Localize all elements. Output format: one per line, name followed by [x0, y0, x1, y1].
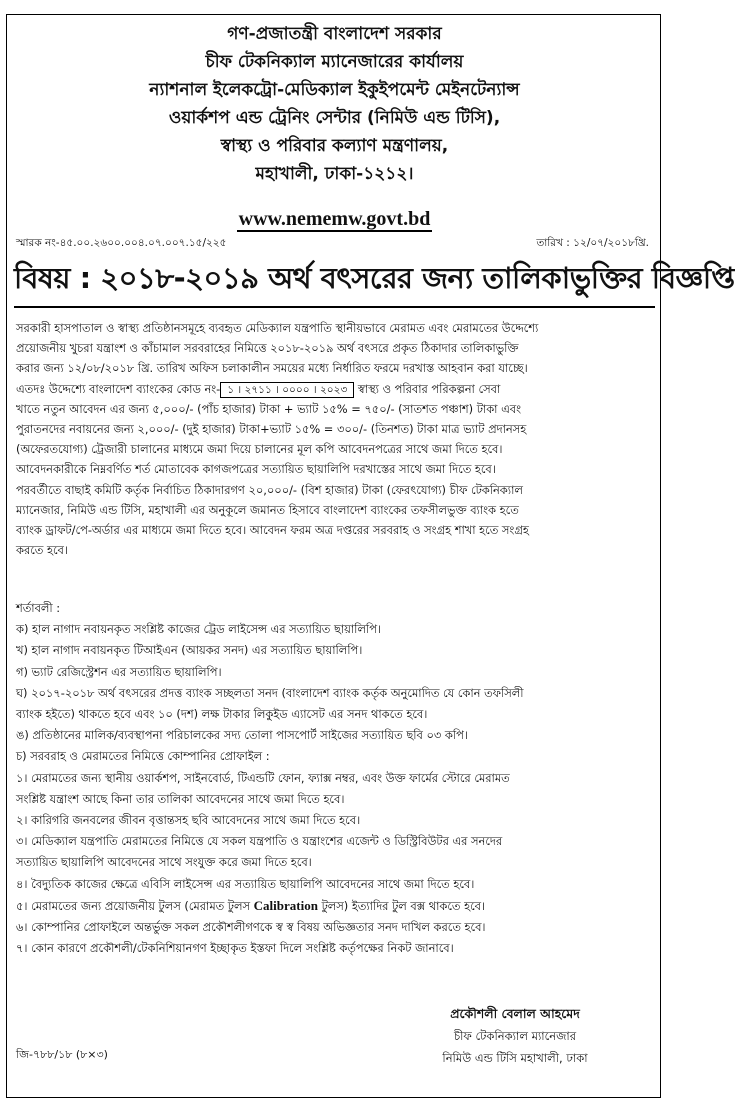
- condition-text: ৫। মেরামতের জন্য প্রয়োজনীয় টুলস (মেরামত টুলস: [16, 898, 254, 913]
- subject-heading: বিষয় : ২০১৮-২০১৯ অর্থ বৎসরের জন্য তালিকাভুক্তির বিজ্ঞপ্তি: [14, 261, 735, 295]
- reference-number: জি-৭৮৮/১৮ (৮×৩): [16, 1048, 108, 1061]
- body-line: খাতে নতুন আবেদন এর জন্য ৫,০০০/- (পাঁচ হাজার) টাকা + ভ্যাট ১৫% = ৭৫০/- (সাতশত পঞ্চাশ) টাকা এবং: [16, 401, 522, 416]
- conditions-heading: শর্তাবলী :: [16, 601, 61, 615]
- body-line: প্রয়োজনীয় খুচরা যন্ত্রাংশ ও কাঁচামাল সরবরাহের নিমিত্তে ২০১৮-২০১৯ অর্থ বৎসরে প্রকৃত ঠিকাদার তালিকাভুক্তি: [16, 341, 519, 356]
- condition-item: ঘ) ২০১৭-২০১৮ অর্থ বৎসরের প্রদত্ত ব্যাংক সচ্ছলতা সনদ (বাংলাদেশ ব্যাংক কর্তৃক অনুমোদিত যে কোন তফসিলী: [16, 685, 524, 700]
- bank-code-box: ১ । ২৭১১ । ০০০০ । ২০২৩: [220, 382, 354, 398]
- header-line: ওয়ার্কশপ এন্ড ট্রেনিং সেন্টার (নিমিউ এন্ড টিসি),: [168, 108, 501, 128]
- condition-item: ১। মেরামতের জন্য স্থানীয় ওয়ার্কশপ, সাইনবোর্ড, টিএন্ডটি ফোন, ফ্যাক্স নম্বর, এবং উক্ত ফার্মের স্টোরে মেরামত: [16, 770, 510, 785]
- signatory-title: চীফ টেকনিক্যাল ম্যানেজার: [453, 1029, 577, 1043]
- header-line: মহাখালী, ঢাকা-১২১২।: [255, 164, 414, 184]
- notice-date: তারিখ : ১২/০৭/২০১৮খ্রি.: [536, 237, 649, 249]
- condition-item: ক) হাল নাগাদ নবায়নকৃত সংশ্লিষ্ট কাজের ট্রেড লাইসেন্স এর সত্যায়িত ছায়ালিপি।: [16, 622, 381, 637]
- header-line: স্বাস্থ্য ও পরিবার কল্যাণ মন্ত্রণালয়,: [220, 136, 449, 156]
- subject-divider: [14, 306, 655, 308]
- body-line: আবেদনকারীকে নিম্নবর্ণিত শর্ত মোতাবেক কাগজপত্রের সত্যায়িত ছায়ালিপি দরখাস্তের সাথে জমা দিতে হবে।: [16, 462, 496, 477]
- conditions-list: [16, 598, 653, 959]
- condition-item: চ) সরবরাহ ও মেরামতের নিমিত্তে কোম্পানির প্রোফাইল :: [16, 749, 270, 764]
- condition-item: ব্যাংক হইতে) থাকতে হবে এবং ১০ (দশ) লক্ষ টাকার লিকুইড এ্যাসেট এর সনদ থাকতে হবে।: [16, 707, 428, 722]
- code-prefix: এতদঃ উদ্দেশ্যে বাংলাদেশ ব্যাংকের কোড নং-: [16, 381, 221, 396]
- condition-item: [16, 895, 653, 917]
- condition-item: সত্যায়িত ছায়ালিপি আবেদনের সাথে সংযুক্ত করে জমা দিতে হবে।: [16, 855, 312, 870]
- condition-item: ৬। কোম্পানির প্রোফাইলে অন্তর্ভুক্ত সকল প্রকৌশলীগণকে স্ব স্ব বিষয় অভিজ্ঞতার সনদ দাখিল করতে হবে।: [16, 920, 486, 935]
- condition-item: ৪। বৈদ্যুতিক কাজের ক্ষেত্রে এবিসি লাইসেন্স এর সত্যায়িত ছায়ালিপি আবেদনের সাথে জমা দিতে হবে।: [16, 876, 475, 891]
- body-line: পরবর্তীতে বাছাই কমিটি কর্তৃক নির্বাচিত ঠিকাদারগণ ২০,০০০/- (বিশ হাজার) টাকা (ফেরৎযোগ্য) চীফ টেকনিক্যাল: [16, 482, 523, 497]
- notice-body: [16, 318, 653, 560]
- condition-item: ২। কারিগরি জনবলের জীবন বৃত্তান্তসহ ছবি আবেদনের সাথে জমা দিতে হবে।: [16, 813, 361, 828]
- body-line: করতে হবে।: [16, 543, 68, 558]
- signatory-name: প্রকৌশলী বেলাল আহমেদ: [450, 1006, 580, 1021]
- website-url: [0, 208, 669, 231]
- memo-number: স্মারক নং-৪৫.০০.২৬০০.০০৪.০৭.০০৭.১৫/২২৫: [16, 237, 227, 249]
- header-line: গণ-প্রজাতন্ত্রী বাংলাদেশ সরকার: [227, 24, 442, 44]
- condition-item: ৩। মেডিক্যাল যন্ত্রপাতি মেরামতের নিমিত্তে যে সকল যন্ত্রপাতি ও যন্ত্রাংশের এজেন্ট ও ডিস্ট্রিবিউটর এর সনদের: [16, 834, 503, 849]
- condition-text: টুলস) ইত্যাদির টুল বক্স থাকতে হবে।: [317, 898, 486, 913]
- condition-item: গ) ভ্যাট রেজিস্ট্রেশন এর সত্যায়িত ছায়ালিপি।: [16, 664, 222, 679]
- body-line: (অফেরতযোগ্য) ট্রেজারী চালানের মাধ্যমে জমা দিয়ে চালানের মূল কপি আবেদনপত্রের সাথে জমা দিতে হবে।: [16, 442, 503, 457]
- condition-item: ঙ) প্রতিষ্ঠানের মালিক/ব্যবস্থাপনা পরিচালকের সদ্য তোলা পাসপোর্ট সাইজের সত্যায়িত ছবি ০৩ কপি।: [16, 728, 468, 743]
- header-line: চীফ টেকনিক্যাল ম্যানেজারের কার্যালয়: [205, 52, 464, 72]
- body-line: ম্যানেজার, নিমিউ এন্ড টিসি, মহাখালী এর অনুকূলে জমানত হিসাবে বাংলাদেশ ব্যাংকের তফসীলভুক্ত ব্যাংক হতে: [16, 502, 519, 517]
- condition-item: ৭। কোন কারণে প্রকৌশলী/টেকনিশিয়ানগণ ইচ্ছাকৃত ইস্তফা দিলে সংশ্লিষ্ট কর্তৃপক্ষের নিকট জানাবে।: [16, 941, 454, 956]
- code-suffix: স্বাস্থ্য ও পরিবার পরিকল্পনা সেবা: [354, 381, 501, 396]
- condition-item: খ) হাল নাগাদ নবায়নকৃত টিআইএন (আয়কর সনদ) এর সত্যায়িত ছায়ালিপি।: [16, 643, 363, 658]
- website-link-text: www.nememw.govt.bd: [238, 208, 431, 230]
- calibration-term: Calibration: [253, 897, 318, 913]
- body-line: সরকারী হাসপাতাল ও স্বাস্থ্য প্রতিষ্ঠানসমূহে ব্যবহৃত মেডিক্যাল যন্ত্রপাতি স্থানীয়ভাবে মেরামত এবং মেরামতের উদ্দেশ্যে: [16, 321, 539, 335]
- office-header: [0, 20, 669, 188]
- header-line: ন্যাশনাল ইলেকট্রো-মেডিক্যাল ইকুইপমেন্ট মেইনটেন্যান্স: [149, 80, 520, 100]
- body-line: ব্যাংক ড্রাফট/পে-অর্ডার এর মাধ্যমে জমা দিতে হবে। আবেদন ফরম অত্র দপ্তরের সরবরাহ ও সংগ্রহ শাখা হতে সংগ্রহ: [16, 523, 529, 538]
- signatory-office: নিমিউ এন্ড টিসি মহাখালী, ঢাকা: [442, 1051, 588, 1065]
- body-line: পুরাতনদের নবায়নের জন্য ২,০০০/- (দুই হাজার) টাকা+ভ্যাট ১৫% = ৩০০/- (তিনশত) টাকা মাত্র ভ্যাট প্রদানসহ: [16, 422, 527, 437]
- body-line-code: [16, 379, 653, 399]
- condition-item: সংশ্লিষ্ট যন্ত্রাংশ আছে কিনা তার তালিকা আবেদনের সাথে জমা দিতে হবে।: [16, 791, 345, 806]
- signature-block: [380, 1003, 650, 1069]
- body-line: করার জন্য ১২/০৮/২০১৮ খ্রি. তারিখ অফিস চলাকালীন সময়ের মধ্যে নির্ধারিত ফরমে দরখাস্ত আহবান করা যাচ্ছে।: [16, 361, 528, 376]
